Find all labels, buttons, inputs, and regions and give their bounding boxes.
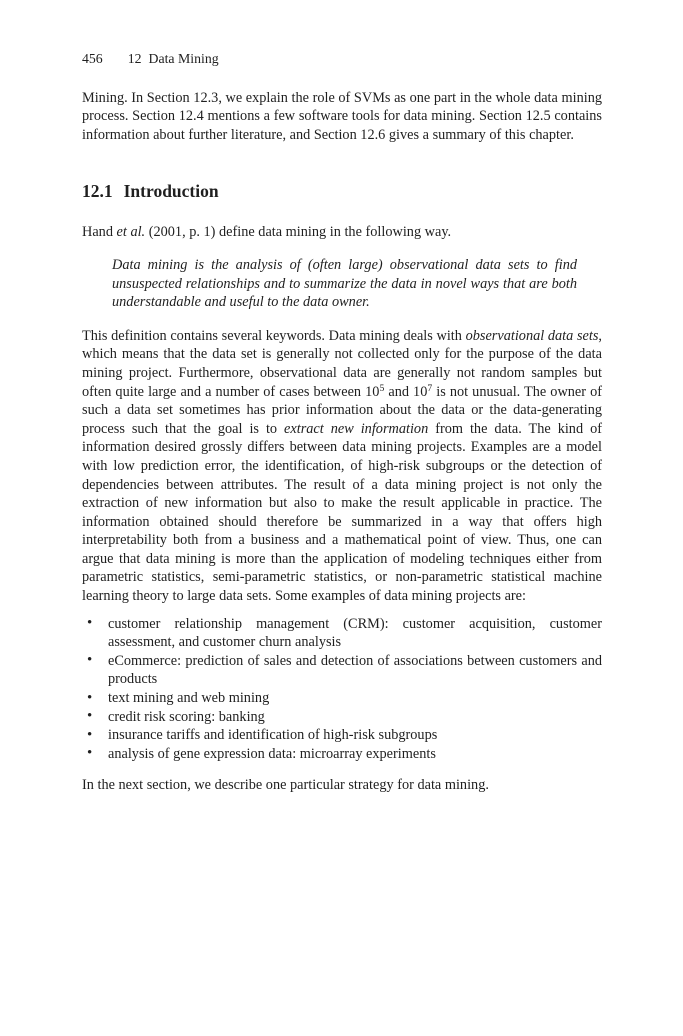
text-run: eCommerce: prediction of sales and detection of associations between customers and products: [108, 652, 602, 688]
definition-quote: [112, 256, 577, 312]
list-item-text: [108, 746, 436, 762]
italic-text: extract new information: [284, 420, 429, 437]
paragraph-next-section: [82, 776, 602, 795]
superscript-text: 7: [427, 383, 433, 395]
text-run: In the next section, we describe one particular strategy for data mining.: [82, 777, 489, 794]
list-item: [87, 726, 602, 745]
list-item-text: [108, 653, 602, 688]
list-item: [87, 689, 602, 708]
text-run: from the data. The kind of information desired grossly differs between data mining projects. Examples are a model with low prediction error, the identification, of high-risk subgroups or the detection of dependencies between attributes. The result of a data mining project is not only the extraction of new information but also to make the result applicable in practice. The information obtained should therefore be summarized in a way that offers high interpretability both from a business and a mathematical point of view. Thus, one can argue that data mining is more than the application of modeling techniques either from parametric statistics, semi-parametric statistics, or non-parametric statistical machine learning theory to large data sets. Some examples of data mining projects are:: [82, 420, 602, 605]
text-run: Hand: [82, 224, 117, 241]
section-number: 12.1: [82, 181, 113, 202]
running-header: [82, 50, 602, 69]
text-run: insurance tariffs and identification of high-risk subgroups: [108, 727, 438, 744]
bullet-icon: •: [87, 726, 93, 743]
text-run: credit risk scoring: banking: [108, 708, 265, 725]
list-item: [87, 615, 602, 652]
superscript-text: 5: [379, 383, 385, 395]
paragraph-keywords-discussion: [82, 327, 602, 606]
section-heading: [82, 181, 602, 201]
italic-text: Data mining is the analysis of (often large) observational data sets to find unsuspected relationships and to summarize the data in novel ways that are both understandable and useful to the data owner.: [112, 256, 577, 311]
italic-text: observational data sets: [465, 327, 599, 344]
section-name: Introduction: [123, 181, 219, 202]
list-item-text: [108, 727, 437, 743]
text-run: is not unusual. The owner of such a data set sometimes has prior information about the data or the data-generating process such that the goal is to: [82, 383, 603, 437]
chapter-number: 12: [127, 51, 142, 66]
text-run: analysis of gene expression data: microarray experiments: [108, 745, 436, 762]
text-run: text mining and web mining: [108, 690, 270, 707]
list-item: [87, 745, 602, 764]
bullet-icon: •: [87, 615, 93, 632]
list-item: [87, 708, 602, 727]
bullet-icon: •: [87, 745, 93, 762]
chapter-title: Data Mining: [148, 51, 219, 66]
text-run: Mining. In Section 12.3, we explain the role of SVMs as one part in the whole data mining process. Section 12.4 mentions a few software tools for data mining. Section 12.5 contains information about further literature, and Section 12.6 gives a summary of this chapter.: [82, 89, 602, 143]
bullet-icon: •: [87, 652, 93, 669]
text-run: This definition contains several keywords. Data mining deals with: [82, 327, 466, 344]
list-item-text: [108, 709, 265, 725]
page-number: 456: [82, 51, 103, 66]
list-item-text: [108, 690, 269, 706]
examples-list: [82, 615, 602, 764]
text-run: customer relationship management (CRM): customer acquisition, customer assessment, and customer churn analysis: [108, 615, 602, 651]
paragraph-hand-citation: [82, 223, 602, 242]
text-run: and 10: [384, 383, 428, 400]
list-item: [87, 652, 602, 689]
italic-text: et al.: [116, 224, 146, 241]
text-run: , which means that the data set is generally not collected only for the purpose of the data mining project. Furthermore, observational data are generally not random samples but often quite large and a number of cases between 10: [82, 327, 602, 400]
bullet-icon: •: [87, 689, 93, 706]
paragraph-chapter-overview: [82, 89, 602, 145]
list-item-text: [108, 616, 602, 651]
bullet-icon: •: [87, 708, 93, 725]
text-run: (2001, p. 1) define data mining in the following way.: [145, 224, 452, 241]
